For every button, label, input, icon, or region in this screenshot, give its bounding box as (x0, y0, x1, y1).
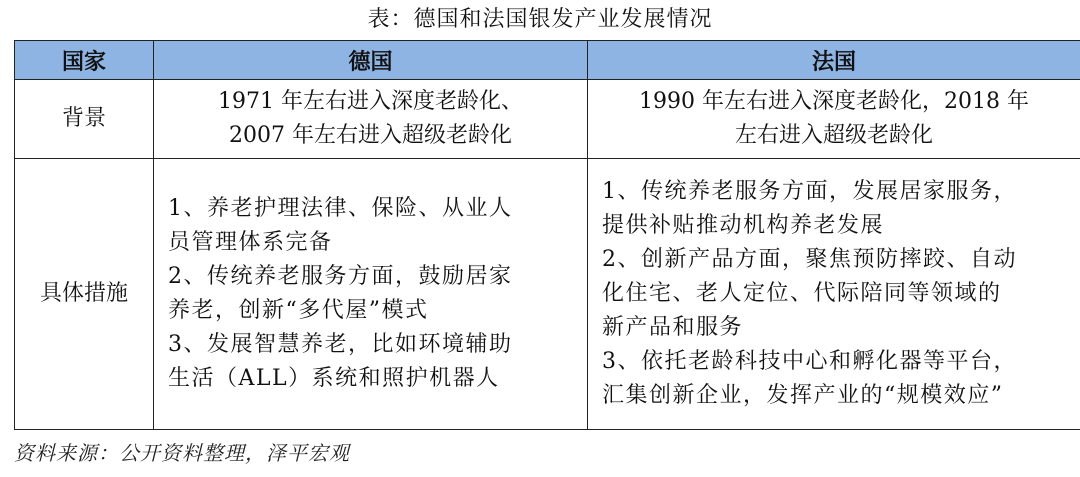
france-measure-line: 1、传统养老服务方面，发展居家服务， (602, 179, 1017, 204)
germany-background-line: 1971 年左右进入深度老龄化、 (218, 89, 523, 114)
france-measure-line: 提供补贴推动机构养老发展 (602, 213, 885, 238)
france-background-line: 左右进入超级老龄化 (734, 123, 933, 148)
france-measure-line: 新产品和服务 (602, 315, 744, 340)
table-row-background (15, 80, 1080, 159)
header-country: 国家 (15, 41, 154, 80)
cell-france-background (588, 80, 1080, 159)
germany-measure-line: 养老，创新“多代屋”模式 (168, 298, 429, 323)
row-label-background: 背景 (15, 80, 154, 159)
germany-measure-line: 员管理体系完备 (168, 230, 333, 255)
france-measure-line: 3、依托老龄科技中心和孵化器等平台， (602, 349, 1017, 374)
germany-measure-line: 2、传统养老服务方面，鼓励居家 (168, 264, 513, 289)
table-caption: 表：德国和法国银发产业发展情况 (367, 7, 713, 32)
germany-measure-line: 3、发展智慧养老，比如环境辅助 (168, 332, 513, 357)
header-germany: 德国 (154, 41, 588, 80)
germany-measure-line: 1、养老护理法律、保险、从业人 (168, 196, 513, 221)
cell-germany-background (154, 80, 588, 159)
table-header-row (15, 41, 1080, 80)
germany-measure-line: 生活（ALL）系统和照护机器人 (168, 366, 500, 391)
source-note: 资料来源：公开资料整理，泽平宏观 (14, 441, 350, 465)
header-france: 法国 (588, 41, 1080, 80)
comparison-table (14, 40, 1080, 430)
france-background-line: 1990 年左右进入深度老龄化，2018 年 (639, 89, 1029, 114)
table-row-measures (15, 159, 1080, 430)
france-measure-line: 化住宅、老人定位、代际陪同等领域的 (602, 281, 1002, 306)
germany-background-line: 2007 年左右进入超级老龄化 (229, 123, 512, 148)
cell-france-measures (588, 159, 1080, 430)
france-measure-line: 汇集创新企业，发挥产业的“规模效应” (602, 383, 1004, 408)
france-measure-line: 2、创新产品方面，聚焦预防摔跤、自动 (602, 247, 1017, 272)
row-label-measures: 具体措施 (15, 159, 154, 430)
cell-germany-measures (154, 159, 588, 430)
